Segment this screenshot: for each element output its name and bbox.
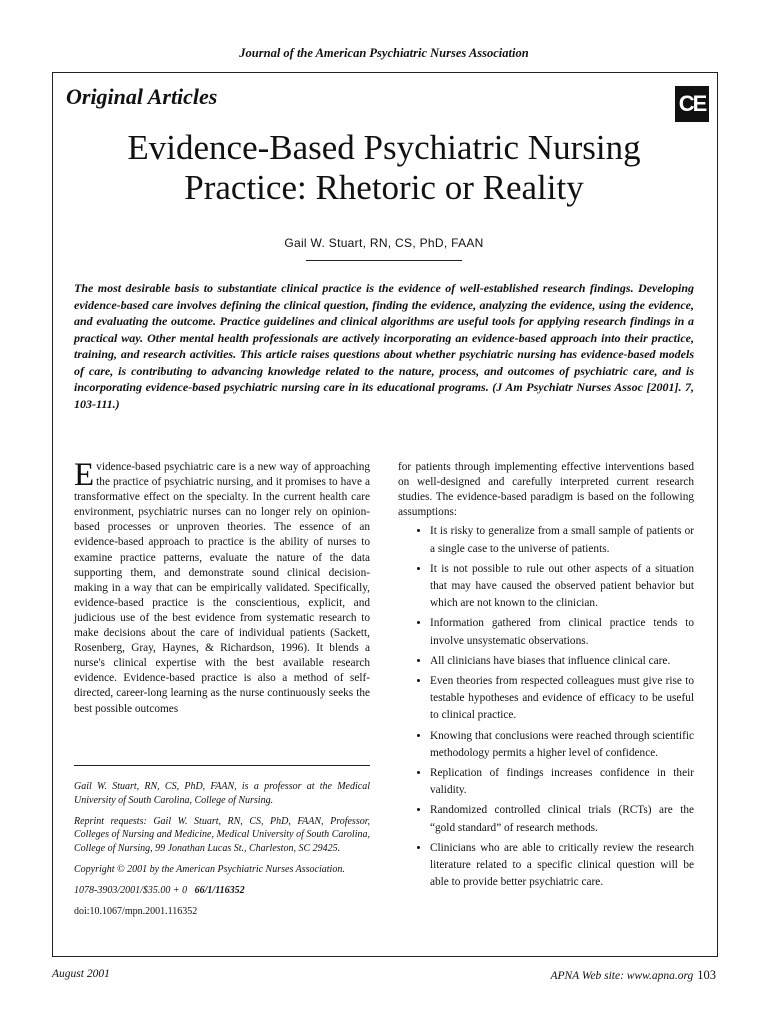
list-item: • Clinicians who are able to critically review the research literature related to a specific clinical question will be able to provide better psychiatric care.: [430, 840, 694, 892]
issn-line: [74, 884, 370, 898]
issn-text: 1078-3903/2001/$35.00 + 0: [74, 884, 188, 896]
article-abstract: The most desirable basis to substantiate clinical practice is the evidence of well-established research findings. Developing evidence-based care involves defining the clinical question, finding the evidence, analyzing the evidence, using the evidence, and evaluating the outcome. Practice guidelines and clinical algorithms are useful tools for applying research findings in a practical way. Other mental health professionals are actively incorporating an evidence-based approach into their practice, training, and research activities. This article raises questions about whether psychiatric nursing has evidence-based models of care, is contributing to advancing knowledge related to the nature, process, and outcomes of psychiatric care, and is incorporating evidence-based psychiatric nursing care in its educational programs. (J Am Psychiatr Nurses Assoc [2001]. 7, 103-111.): [74, 281, 694, 411]
body-column-left: [74, 457, 370, 717]
copyright-notice: Copyright © 2001 by the American Psychiatric Nurses Association.: [74, 863, 345, 875]
drop-cap: E: [74, 457, 95, 493]
article-author: Gail W. Stuart, RN, CS, PhD, FAAN: [284, 236, 484, 250]
footer-date: August 2001: [52, 968, 110, 980]
notes-divider: [74, 765, 370, 766]
issn-code: 66/1/116352: [194, 884, 245, 896]
list-item: • All clinicians have biases that influence clinical care.: [430, 653, 694, 670]
author-divider: [306, 260, 462, 261]
article-title-line-2: Practice: Rhetoric or Reality: [184, 168, 584, 207]
frame-bottom-rule: [52, 956, 717, 957]
doi-line: doi:10.1067/mpn.2001.116352: [74, 905, 198, 917]
page-number: 103: [697, 968, 716, 982]
list-item: • It is not possible to rule out other aspects of a situation that may have caused the observed patient behavior but which are not known to the clinician.: [430, 561, 694, 613]
body-paragraph-1: vidence-based psychiatric care is a new way of approaching the practice of psychiatric nursing, and it promises to have a transformative effect on the specialty. In the current health care environment, psychiatric nurses can no longer rely on opinion-based processes or unproven theories. The essence of an evidence-based approach to practice is the ability of nurses to examine practice patterns, evaluate the nature of the data supporting them, and demonstrate sound clinical decision-making in a way that can be empirically validated. Specifically, evidence-based practice is the conscientious, explicit, and judicious use of the best evidence from systematic research to make decisions about the care of individual patients (Sackett, Rosenberg, Gray, Haynes, & Richardson, 1996). It blends a nurse's clinical expertise with the best available research evidence. Evidence-based practice is also a method of self-directed, career-long learning as the nurse continuously seeks the best possible outcomes: [74, 461, 370, 715]
journal-title: Journal of the American Psychiatric Nurses Association: [239, 46, 529, 60]
body-column-right: [398, 460, 694, 894]
assumptions-list: [398, 523, 694, 891]
ce-badge-icon: CE: [675, 86, 709, 122]
list-item: • Information gathered from clinical practice tends to involve unsystematic observations.: [430, 615, 694, 649]
list-item: • Knowing that conclusions were reached through scientific methodology permits a higher level of confidence.: [430, 728, 694, 762]
body-paragraph-2: for patients through implementing effective interventions based on well-designed and carefully interpreted current research studies. The evidence-based paradigm is based on the following assumptions:: [398, 461, 694, 519]
author-notes: [74, 780, 370, 918]
list-item: • It is risky to generalize from a small sample of patients or a single case to the universe of patients.: [430, 523, 694, 557]
footer-right: [480, 968, 716, 983]
article-title: [60, 128, 708, 208]
author-affiliation: Gail W. Stuart, RN, CS, PhD, FAAN, is a professor at the Medical University of South Carolina, College of Nursing.: [74, 781, 370, 806]
section-label: Original Articles: [66, 84, 218, 109]
list-item: • Randomized controlled clinical trials (RCTs) are the “gold standard” of research methods.: [430, 802, 694, 836]
article-title-line-1: Evidence-Based Psychiatric Nursing: [127, 128, 641, 167]
footer-website: APNA Web site: www.apna.org: [550, 970, 694, 982]
list-item: • Replication of findings increases confidence in their validity.: [430, 765, 694, 799]
reprint-requests: Reprint requests: Gail W. Stuart, RN, CS, PhD, FAAN, Professor, Colleges of Nursing and Medicine, Medical University of South Carolina, College of Nursing, 99 Jonathan Lucas St., Charleston, SC 29425.: [74, 815, 370, 855]
list-item: • Even theories from respected colleagues must give rise to testable hypotheses and evidence of efficacy to be useful to clinical practice.: [430, 673, 694, 725]
